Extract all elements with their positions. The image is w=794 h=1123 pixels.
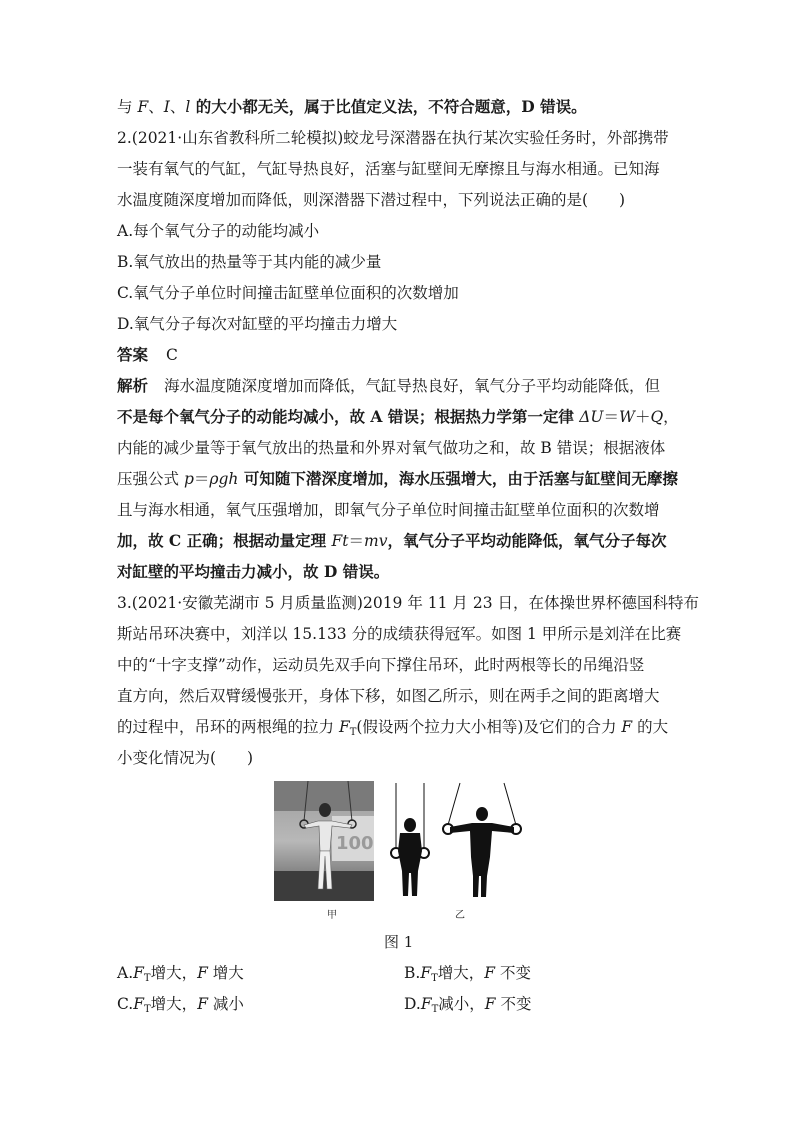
subscript: T (144, 1004, 151, 1015)
figure-label-jia: 甲 (327, 910, 337, 921)
question-3-stem-line (117, 717, 668, 743)
subscript: T (431, 1004, 439, 1015)
formula: F (420, 995, 432, 1013)
explanation-line (117, 407, 679, 427)
text: 加，故 C 正确；根据动量定理 (117, 531, 332, 550)
var-i: I (163, 98, 170, 116)
prev-answer-tail (117, 97, 587, 117)
text: 的大 (632, 718, 669, 736)
formula: Ft (331, 532, 349, 550)
formula: F (197, 995, 208, 1013)
text: 、 (148, 98, 164, 116)
photo-banner-text: 100 (336, 833, 374, 854)
answer-label: 答案 (117, 345, 149, 364)
question-2-stem-line: 2.(2021·山东省教科所二轮模拟)蛟龙号深潜器在执行某次实验任务时，外部携带 (117, 129, 669, 147)
answer-value: C (166, 346, 178, 364)
question-3-stem-line: 直方向，然后双臂缓慢张开，身体下移，如图乙所示，则在两手之间的距离增大 (117, 687, 660, 705)
gymnast-silhouettes (386, 781, 526, 901)
text: 可知随下潜深度增加，海水压强增大，由于活塞与缸壁间无摩擦 (238, 469, 678, 488)
text: (假设两个拉力大小相等)及它们的合力 (356, 718, 622, 736)
formula: F (197, 964, 208, 982)
subscript: T (349, 727, 357, 738)
explanation-line: 内能的减少量等于氧气放出的热量和外界对氧气做功之和，故 B 错误；根据液体 (117, 439, 666, 457)
figure-caption: 图 1 (384, 933, 414, 951)
text: 增大 (207, 964, 244, 982)
q3-option-d (404, 994, 531, 1020)
text: ＋ (634, 408, 651, 426)
text: A. (117, 964, 134, 982)
formula: F (621, 718, 633, 736)
text: ＝ (193, 470, 210, 488)
figure-label-yi: 乙 (455, 910, 465, 921)
option-b: B.氧气放出的热量等于其内能的减少量 (117, 253, 382, 271)
formula: p (183, 470, 194, 488)
formula: F (133, 995, 144, 1013)
formula: F (420, 964, 432, 982)
question-2-stem-line: 一装有氧气的气缸，气缸导热良好，活塞与缸壁间无摩擦且与海水相通。已知海 (117, 160, 660, 178)
silhouette-cross-support (443, 783, 521, 897)
text: 、 (169, 98, 186, 116)
explanation-line: 对缸壁的平均撞击力减小，故 D 错误。 (117, 562, 390, 581)
q3-option-a (117, 963, 244, 989)
explanation-line (117, 376, 660, 396)
formula: ρgh (209, 470, 239, 488)
text: 减小 (207, 995, 244, 1013)
text: 增大， (150, 995, 198, 1013)
explanation-line (117, 531, 667, 551)
formula: F (484, 964, 496, 982)
formula: W (619, 408, 635, 426)
formula: mv (364, 532, 388, 550)
text: 的大小都无关，属于比值定义法，不符合题意，D 错误。 (190, 97, 587, 116)
text: 减小， (438, 995, 485, 1013)
option-c: C.氧气分子单位时间撞击缸壁单位面积的次数增加 (117, 284, 459, 302)
text: ＝ (603, 408, 619, 426)
text: ，氧气分子平均动能降低，氧气分子每次 (387, 531, 667, 550)
formula: F (484, 995, 496, 1013)
var-f: F (137, 98, 149, 116)
subscript: T (431, 973, 438, 984)
text: 压强公式 (117, 470, 184, 488)
explanation-line: 且与海水相通，氧气压强增加，即氧气分子单位时间撞击缸壁单位面积的次数增 (117, 501, 660, 519)
text: 的过程中，吊环的两根绳的拉力 (117, 718, 339, 736)
formula: ΔU (579, 408, 604, 426)
question-3-stem-line: 中的“十字支撑”动作，运动员先双手向下撑住吊环，此时两根等长的吊绳沿竖 (117, 656, 645, 674)
text: B. (404, 964, 421, 982)
text: 不变 (495, 995, 532, 1013)
text: 不是每个氧气分子的动能均减小，故 A 错误；根据热力学第一定律 (117, 407, 580, 426)
option-a: A.每个氧气分子的动能均减小 (117, 222, 320, 240)
explanation-line (117, 469, 678, 489)
explanation-label: 解析 (117, 376, 149, 395)
question-3-stem-line: 3.(2021·安徽芜湖市 5 月质量监测)2019 年 11 月 23 日，在体操世界杯德国科特布 (117, 594, 700, 612)
question-3-stem-line: 小变化情况为( ) (117, 749, 254, 767)
formula: F (338, 718, 350, 736)
formula: Q (650, 408, 664, 426)
option-d: D.氧气分子每次对缸壁的平均撞击力增大 (117, 315, 398, 333)
text: 增大， (437, 964, 485, 982)
q3-option-b (404, 963, 531, 989)
formula: F (133, 964, 144, 982)
text: 不变 (495, 964, 531, 982)
gymnast-photo (274, 781, 374, 901)
answer-line (117, 345, 178, 365)
subscript: T (143, 973, 151, 984)
var-l: l (185, 98, 191, 116)
text: ， (663, 408, 679, 426)
question-3-stem-line: 斯站吊环决赛中，刘洋以 15.133 分的成绩获得冠军。如图 1 甲所示是刘洋在比赛 (117, 625, 682, 643)
text: ＝ (348, 532, 365, 550)
text: 海水温度随深度增加而降低，气缸导热良好，氧气分子平均动能降低，但 (164, 377, 661, 395)
text: D. (404, 995, 421, 1013)
text: 增大， (150, 964, 198, 982)
silhouette-arms-down (391, 783, 429, 896)
question-2-stem-line: 水温度随深度增加而降低，则深潜器下潜过程中，下列说法正确的是( ) (117, 191, 626, 209)
text: C. (117, 995, 134, 1013)
q3-option-c (117, 994, 244, 1020)
text: 与 (117, 98, 138, 116)
